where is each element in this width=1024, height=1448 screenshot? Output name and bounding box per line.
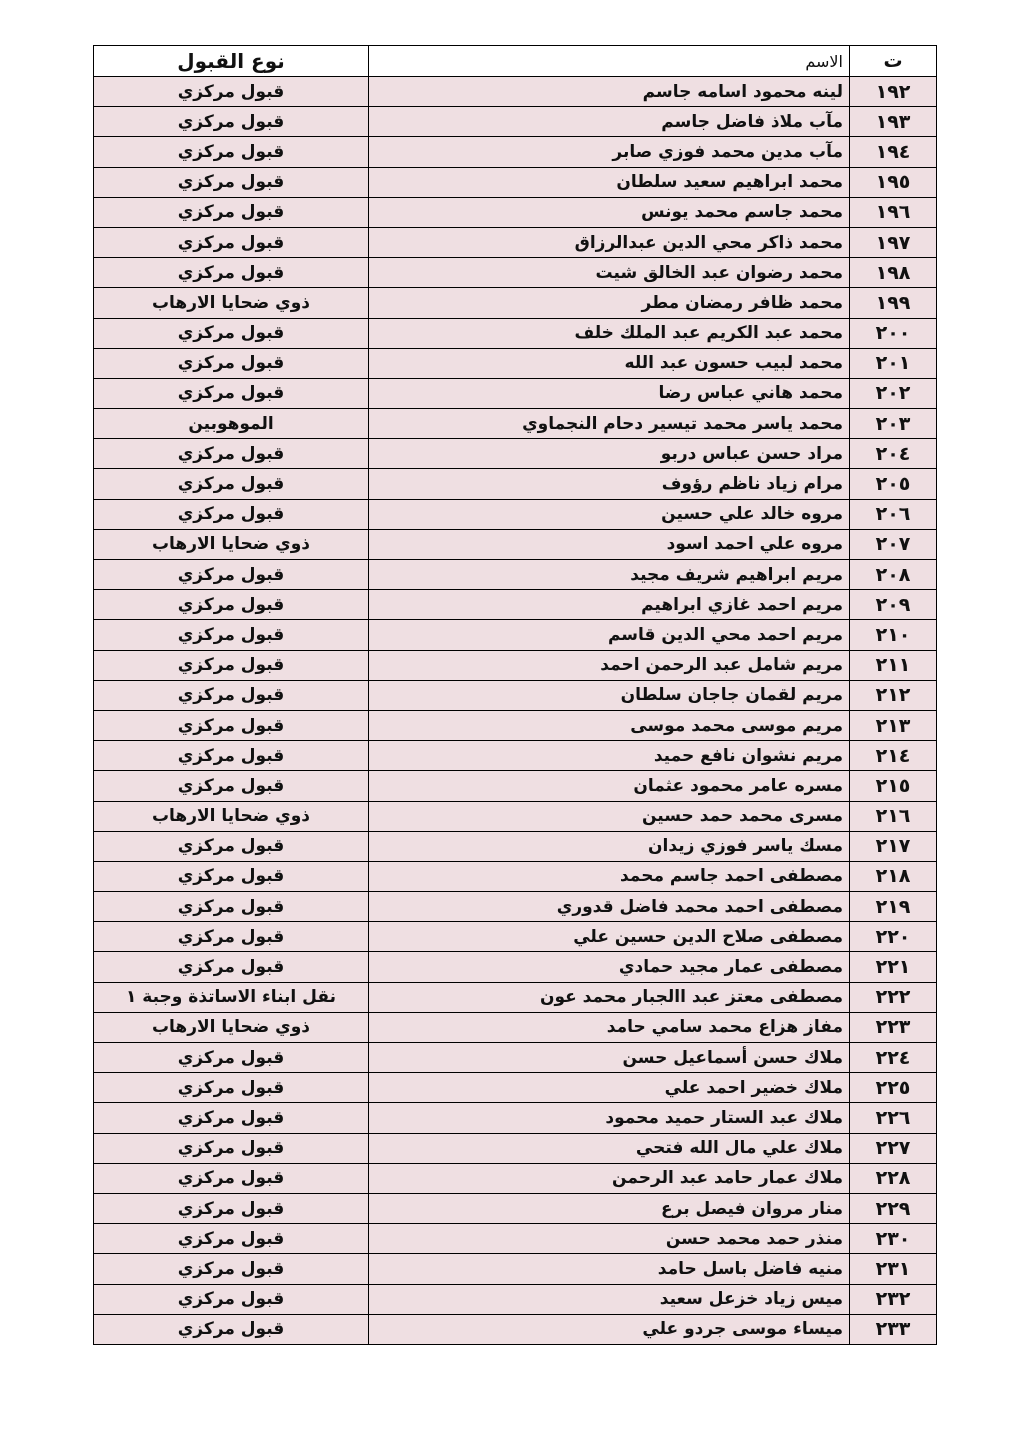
table-row: [94, 1012, 937, 1042]
student-name: منيه فاضل باسل حامد: [369, 1254, 850, 1284]
table-row: [94, 922, 937, 952]
row-number: ٢٢٢: [850, 982, 937, 1012]
student-name: مريم شامل عبد الرحمن احمد: [369, 650, 850, 680]
row-number: ١٩٩: [850, 288, 937, 318]
table-row: [94, 680, 937, 710]
admission-type: ذوي ضحايا الارهاب: [94, 801, 369, 831]
student-name: ملاك خضير احمد علي: [369, 1073, 850, 1103]
table-row: [94, 439, 937, 469]
table-row: [94, 952, 937, 982]
admission-type: قبول مركزي: [94, 167, 369, 197]
admission-type: الموهوبين: [94, 409, 369, 439]
admission-type: قبول مركزي: [94, 741, 369, 771]
table-row: [94, 560, 937, 590]
admission-type: ذوي ضحايا الارهاب: [94, 529, 369, 559]
admission-type: قبول مركزي: [94, 439, 369, 469]
admission-type: قبول مركزي: [94, 1163, 369, 1193]
table-row: [94, 650, 937, 680]
table-row: [94, 167, 937, 197]
admission-type: قبول مركزي: [94, 922, 369, 952]
admission-type: قبول مركزي: [94, 258, 369, 288]
row-number: ٢١٧: [850, 831, 937, 861]
table-row: [94, 499, 937, 529]
row-number: ٢٢٠: [850, 922, 937, 952]
row-number: ٢٣٢: [850, 1284, 937, 1314]
table-row: [94, 620, 937, 650]
admission-type: قبول مركزي: [94, 137, 369, 167]
table-row: [94, 318, 937, 348]
table-row: [94, 801, 937, 831]
student-name: مصطفى احمد محمد فاضل قدوري: [369, 892, 850, 922]
row-number: ٢١٦: [850, 801, 937, 831]
table-row: [94, 107, 937, 137]
student-name: مراد حسن عباس دربو: [369, 439, 850, 469]
row-number: ٢٢١: [850, 952, 937, 982]
table-row: [94, 831, 937, 861]
admission-type: قبول مركزي: [94, 77, 369, 107]
student-name: مصطفى معتز عبد االجبار محمد عون: [369, 982, 850, 1012]
admission-type: قبول مركزي: [94, 318, 369, 348]
admission-type: قبول مركزي: [94, 1284, 369, 1314]
row-number: ٢٢٥: [850, 1073, 937, 1103]
admission-type: قبول مركزي: [94, 227, 369, 257]
table-row: [94, 409, 937, 439]
student-name: مصطفى صلاح الدين حسين علي: [369, 922, 850, 952]
row-number: ٢٠٥: [850, 469, 937, 499]
student-name: مسره عامر محمود عثمان: [369, 771, 850, 801]
admission-type: قبول مركزي: [94, 348, 369, 378]
admission-type: قبول مركزي: [94, 469, 369, 499]
table-row: [94, 529, 937, 559]
student-name: محمد ياسر محمد تيسير دحام النجماوي: [369, 409, 850, 439]
admission-type: قبول مركزي: [94, 1193, 369, 1223]
row-number: ٢١٢: [850, 680, 937, 710]
student-name: ملاك عبد الستار حميد محمود: [369, 1103, 850, 1133]
student-name: مريم نشوان نافع حميد: [369, 741, 850, 771]
admission-type: قبول مركزي: [94, 1314, 369, 1344]
table-row: [94, 1133, 937, 1163]
student-name: مآب مدين محمد فوزي صابر: [369, 137, 850, 167]
table-row: [94, 982, 937, 1012]
admission-type: قبول مركزي: [94, 831, 369, 861]
table-row: [94, 1284, 937, 1314]
student-name: مريم موسى محمد موسى: [369, 710, 850, 740]
row-number: ٢١٤: [850, 741, 937, 771]
table-row: [94, 197, 937, 227]
student-name: مآب ملاذ فاضل جاسم: [369, 107, 850, 137]
row-number: ٢٠٢: [850, 378, 937, 408]
table-row: [94, 1314, 937, 1344]
table-body: [94, 77, 937, 1345]
admission-type: قبول مركزي: [94, 560, 369, 590]
admission-type: قبول مركزي: [94, 861, 369, 891]
student-name: ميساء موسى جردو علي: [369, 1314, 850, 1344]
student-name: مريم ابراهيم شريف مجيد: [369, 560, 850, 590]
row-number: ٢٠٧: [850, 529, 937, 559]
table-row: [94, 258, 937, 288]
table-row: [94, 710, 937, 740]
table-row: [94, 892, 937, 922]
row-number: ٢١٣: [850, 710, 937, 740]
student-name: محمد ابراهيم سعيد سلطان: [369, 167, 850, 197]
admission-type: قبول مركزي: [94, 952, 369, 982]
header-number: ت: [850, 46, 937, 77]
student-name: محمد هاني عباس رضا: [369, 378, 850, 408]
table-row: [94, 469, 937, 499]
table-row: [94, 1043, 937, 1073]
row-number: ١٩٥: [850, 167, 937, 197]
row-number: ١٩٦: [850, 197, 937, 227]
table-row: [94, 1073, 937, 1103]
row-number: ٢٢٩: [850, 1193, 937, 1223]
student-name: مرام زياد ناظم رؤوف: [369, 469, 850, 499]
admission-type: ذوي ضحايا الارهاب: [94, 288, 369, 318]
table-row: [94, 1254, 937, 1284]
row-number: ٢١٥: [850, 771, 937, 801]
table-row: [94, 348, 937, 378]
admission-type: ذوي ضحايا الارهاب: [94, 1012, 369, 1042]
row-number: ٢١٠: [850, 620, 937, 650]
student-name: منار مروان فيصل برع: [369, 1193, 850, 1223]
admission-type: قبول مركزي: [94, 1043, 369, 1073]
admission-type: قبول مركزي: [94, 1103, 369, 1133]
table-row: [94, 1103, 937, 1133]
student-name: لينه محمود اسامه جاسم: [369, 77, 850, 107]
row-number: ٢٢٣: [850, 1012, 937, 1042]
student-name: محمد عبد الكريم عبد الملك خلف: [369, 318, 850, 348]
row-number: ٢٠٣: [850, 409, 937, 439]
admission-type: نقل ابناء الاساتذة وجبة ١: [94, 982, 369, 1012]
row-number: ٢٠٦: [850, 499, 937, 529]
student-name: منذر حمد محمد حسن: [369, 1224, 850, 1254]
table-row: [94, 77, 937, 107]
student-name: مروه علي احمد اسود: [369, 529, 850, 559]
admission-type: قبول مركزي: [94, 1224, 369, 1254]
row-number: ٢١١: [850, 650, 937, 680]
row-number: ٢٢٤: [850, 1043, 937, 1073]
admission-type: قبول مركزي: [94, 680, 369, 710]
table-row: [94, 137, 937, 167]
admission-type: قبول مركزي: [94, 1254, 369, 1284]
admission-type: قبول مركزي: [94, 499, 369, 529]
table-row: [94, 1163, 937, 1193]
header-name: الاسم: [369, 46, 850, 77]
admission-type: قبول مركزي: [94, 892, 369, 922]
student-name: محمد ذاكر محي الدين عبدالرزاق: [369, 227, 850, 257]
row-number: ١٩٢: [850, 77, 937, 107]
student-name: ملاك علي مال الله فتحي: [369, 1133, 850, 1163]
student-name: ملاك حسن أسماعيل حسن: [369, 1043, 850, 1073]
row-number: ٢١٨: [850, 861, 937, 891]
admission-type: قبول مركزي: [94, 710, 369, 740]
admission-type: قبول مركزي: [94, 107, 369, 137]
student-name: مروه خالد علي حسين: [369, 499, 850, 529]
table-row: [94, 227, 937, 257]
student-name: مسرى محمد حمد حسين: [369, 801, 850, 831]
table-row: [94, 771, 937, 801]
admissions-table: [93, 45, 937, 1345]
row-number: ٢٠٠: [850, 318, 937, 348]
student-name: مصطفى احمد جاسم محمد: [369, 861, 850, 891]
admission-type: قبول مركزي: [94, 590, 369, 620]
student-name: مريم احمد محي الدين قاسم: [369, 620, 850, 650]
table-row: [94, 378, 937, 408]
header-row: [94, 46, 937, 77]
header-admission-type: نوع القبول: [94, 46, 369, 77]
admission-type: قبول مركزي: [94, 1073, 369, 1103]
row-number: ٢٣١: [850, 1254, 937, 1284]
row-number: ٢٣٠: [850, 1224, 937, 1254]
student-name: مصطفى عمار مجيد حمادي: [369, 952, 850, 982]
row-number: ١٩٧: [850, 227, 937, 257]
admission-type: قبول مركزي: [94, 197, 369, 227]
row-number: ٢٢٦: [850, 1103, 937, 1133]
row-number: ٢٢٨: [850, 1163, 937, 1193]
admission-type: قبول مركزي: [94, 650, 369, 680]
row-number: ٢٠٩: [850, 590, 937, 620]
admission-type: قبول مركزي: [94, 378, 369, 408]
student-name: محمد رضوان عبد الخالق شيت: [369, 258, 850, 288]
table-header: [94, 46, 937, 77]
admission-type: قبول مركزي: [94, 771, 369, 801]
student-name: محمد لبيب حسون عبد الله: [369, 348, 850, 378]
row-number: ٢٠١: [850, 348, 937, 378]
row-number: ٢٢٧: [850, 1133, 937, 1163]
student-name: محمد جاسم محمد يونس: [369, 197, 850, 227]
table-row: [94, 861, 937, 891]
table-row: [94, 1224, 937, 1254]
table-row: [94, 741, 937, 771]
row-number: ١٩٨: [850, 258, 937, 288]
row-number: ١٩٣: [850, 107, 937, 137]
table-row: [94, 590, 937, 620]
row-number: ٢٣٣: [850, 1314, 937, 1344]
admission-type: قبول مركزي: [94, 620, 369, 650]
table-row: [94, 1193, 937, 1223]
row-number: ١٩٤: [850, 137, 937, 167]
student-name: ملاك عمار حامد عبد الرحمن: [369, 1163, 850, 1193]
table-row: [94, 288, 937, 318]
student-name: مريم احمد غازي ابراهيم: [369, 590, 850, 620]
row-number: ٢٠٤: [850, 439, 937, 469]
student-name: مريم لقمان جاجان سلطان: [369, 680, 850, 710]
row-number: ٢٠٨: [850, 560, 937, 590]
admission-type: قبول مركزي: [94, 1133, 369, 1163]
student-name: ميس زياد خزعل سعيد: [369, 1284, 850, 1314]
student-name: محمد ظافر رمضان مطر: [369, 288, 850, 318]
row-number: ٢١٩: [850, 892, 937, 922]
student-name: مفاز هزاع محمد سامي حامد: [369, 1012, 850, 1042]
student-name: مسك ياسر فوزي زيدان: [369, 831, 850, 861]
